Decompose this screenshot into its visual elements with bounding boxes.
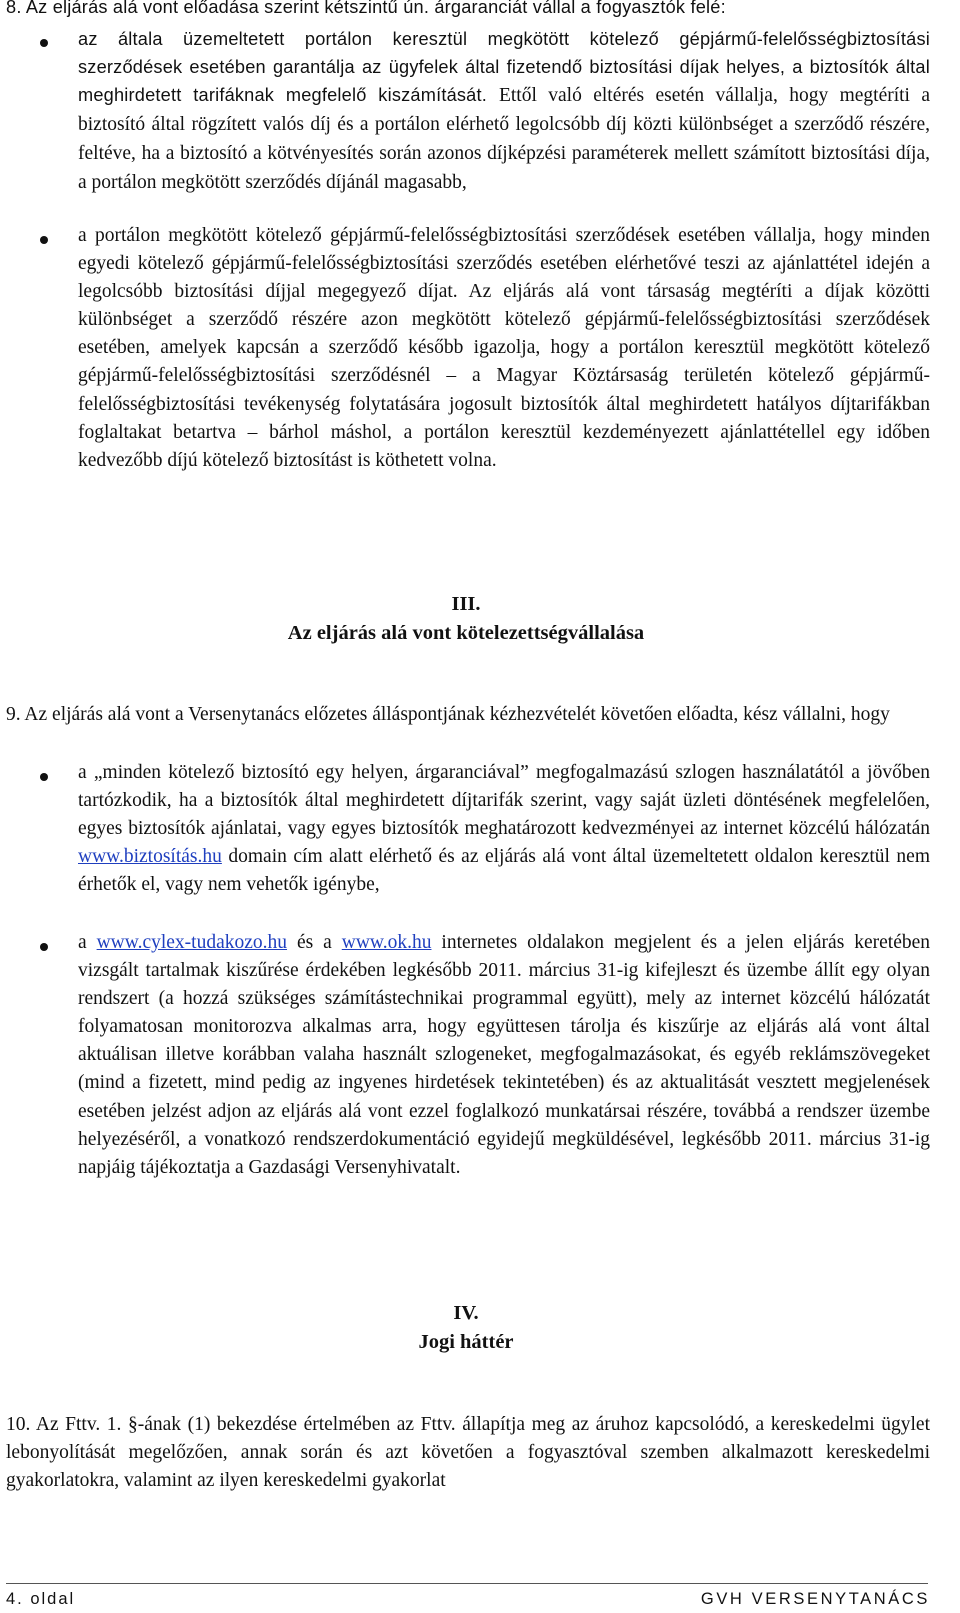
section-8-bullet-2: a portálon megkötött kötelező gépjármű-felelősségbiztosítási szerződések esetében vállalja, hogy minden egyedi kötelező gépjármű-felelősségbiztosítási szerződés esetében elérhetővé teszi az ajánlattétel idején a legolcsóbb biztosítási díjjal megegyező díjat. Az eljárás alá vont társaság megtéríti a díjak közötti különbséget a szerződő részére azon megkötött kötelező gépjármű-felelősségbiztosítási szerződések esetében, amelyek kapcsán a szerződő később igazolja, hogy a portálon keresztül megkötött kötelező gépjármű-felelősségbiztosítási szerződésnél – a Magyar Köztársaság területén kötelező gépjármű-felelősségbiztosítási tevékenység folytatására jogosult biztosítók által meghirdetett hatályos díjtarifákban foglaltakat betartva – bárhol máshol, a portálon keresztül kezdeményezett ajánlattétellel egy időben kedvezőbb díjú kötelező biztosítást is köthetett volna. (78, 225, 930, 471)
footer-organization: GVH VERSENYTANÁCS (700, 1590, 930, 1608)
section-8-intro: 8. Az eljárás alá vont előadása szerint kétszintű ún. árgaranciát vállal a fogyasztók felé: (6, 0, 726, 17)
section-8-bullet-1 (78, 25, 930, 198)
link-cylex[interactable]: www.cylex-tudakozo.hu (96, 932, 288, 953)
bullet-icon (38, 941, 50, 953)
bullet-icon (38, 771, 50, 783)
link-biztositas[interactable]: www.biztosítás.hu (78, 846, 222, 868)
link-ok[interactable]: www.ok.hu (341, 932, 432, 953)
section-9-bullet-1-pre: a „minden kötelező biztosító egy helyen, árgaranciával” megfogalmazású szlogen használatától a jövőben tartózkodik, ha a biztosítók által meghirdetett díjtarifák szerint, vagy saját üzleti döntésének megfelelően, egyes biztosítók ajánlatai, vagy egyes biztosítók meghatározott kedvezményei az internet közcélú hálózatán (78, 762, 930, 840)
footer-page-number: 4. oldal (6, 1590, 76, 1608)
section-9-bullet-1-post: domain cím alatt elérhető és az eljárás alá vont által üzemeltetett oldalon keresztül nem érhetők el, vagy nem vehetők igénybe, (78, 846, 931, 896)
section-8-bullet-1-sans: az általa üzemeltetett portálon keresztül megkötött kötelező gépjármű-felelősségbiztosítási szerződések esetében garantálja az ügyfelek által fizetendő biztosítási díjak helyes, a biztosítók által meghirdetett tarifáknak megfelelő kiszámítását. (78, 29, 930, 106)
section-9-bullet-2-b: és a (296, 932, 332, 953)
section-9-bullet-2-c: internetes oldalakon megjelent és a jelen eljárás keretében vizsgált tartalmak kiszűrése érdekében legkésőbb 2011. március 31-ig kifejleszt és üzembe állít egy olyan rendszert (a hozzá szükséges számítástechnikai programmal együtt), mely az internet közcélú hálózatát folyamatosan monitorozva alkalmas arra, hogy együttesen tárolja és kiszűrje az eljárás alá vont által aktuálisan illetve korábban valaha használt szlogeneket, megfogalmazásokat, és egyéb reklámszövegeket (mind a fizetett, mind pedig az ingyenes hirdetések tekintetében) és az aktualitását vesztett megjelenések esetében jelzést adjon az eljárás alá vont ezzel foglalkozó munkatársai részére, továbbá a rendszer üzembe helyezéséről, a vonatkozó rendszerdokumentáció egyidejű megküldésével, legkésőbb 2011. március 31-ig napjáig tájékoztatja a Gazdasági Versenyhivatalt. (78, 932, 931, 1178)
section-9-intro: 9. Az eljárás alá vont a Versenytanács előzetes álláspontjának kézhezvételét követően előadta, kész vállalni, hogy (6, 704, 890, 725)
bullet-icon (38, 37, 50, 49)
footer-divider (6, 1583, 928, 1584)
section-10-text: 10. Az Fttv. 1. §-ának (1) bekezdése értelmében az Fttv. állapítja meg az áruhoz kapcsolódó, a kereskedelmi ügylet lebonyolítását megelőzően, annak során és azt követően a fogyasztóval szemben alkalmazott kereskedelmi gyakorlatokra, valamint az ilyen kereskedelmi gyakorlat (6, 1414, 930, 1492)
section-9-bullet-1 (78, 759, 930, 899)
section-8-bullet-1-serif: Ettől való eltérés esetén vállalja, hogy megtéríti a biztosító által rögzített valós díj és a portálon elérhető legolcsóbb díj közti különbséget a szerződő részére, feltéve, ha a biztosító a kötvényesítés során azonos díjképzési paraméterek mellett számított biztosítási díja, a portálon megkötött szerződés díjánál magasabb, (78, 85, 931, 194)
bullet-icon (38, 234, 50, 246)
section-9-bullet-2-a: a (78, 932, 87, 953)
section-3-numeral: III. (451, 593, 481, 615)
section-4-title: Jogi háttér (418, 1331, 514, 1353)
section-3-title: Az eljárás alá vont kötelezettségvállalása (287, 622, 645, 644)
section-4-numeral: IV. (453, 1302, 479, 1324)
section-9-bullet-2 (78, 929, 930, 1182)
